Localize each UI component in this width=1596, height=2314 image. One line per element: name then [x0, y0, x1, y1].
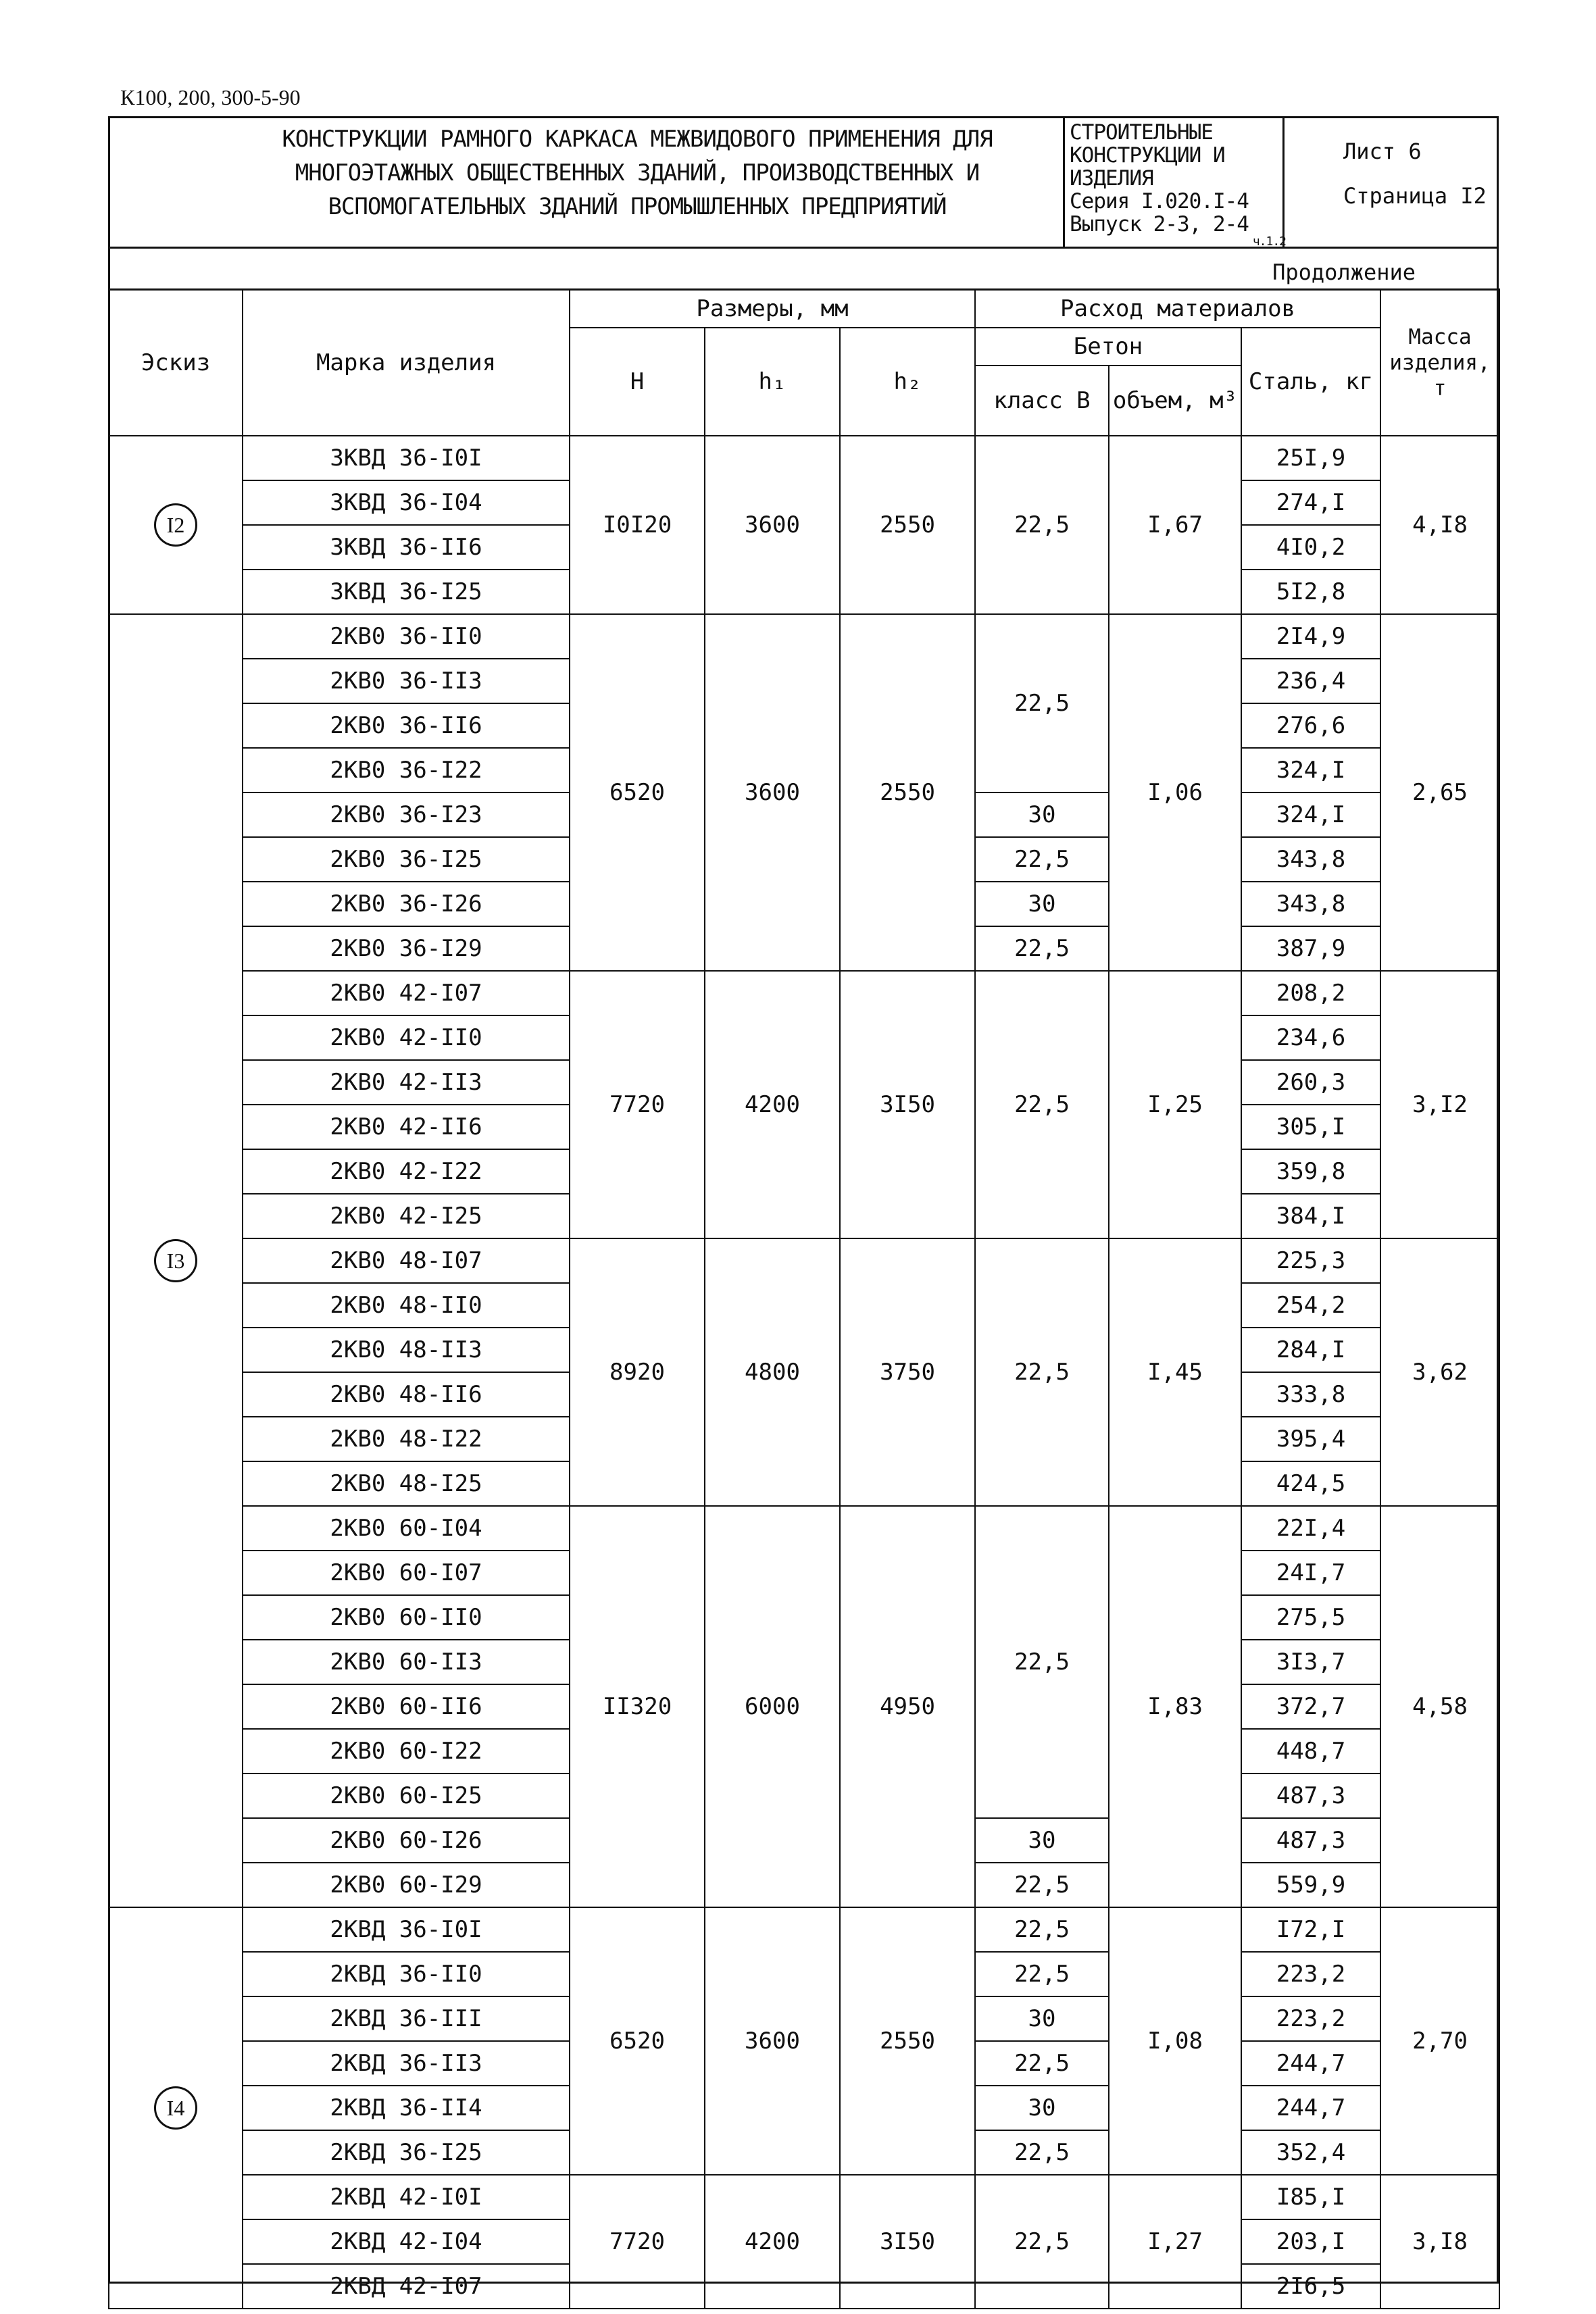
title-line: КОНСТРУКЦИИ РАМНОГО КАРКАСА МЕЖВИДОВОГО ПРИМЕНЕНИЯ ДЛЯ — [282, 126, 993, 153]
steel-cell: I72,I — [1241, 1907, 1380, 1952]
steel-cell: 223,2 — [1241, 1952, 1380, 1996]
volume-cell: I,06 — [1109, 614, 1241, 971]
steel-cell: 22I,4 — [1241, 1506, 1380, 1551]
col-mass: Масса изделия, т — [1380, 289, 1499, 436]
mark-cell: 3КВД 36-I04 — [243, 480, 570, 525]
mark-cell: 2КВ0 60-I29 — [243, 1863, 570, 1907]
steel-cell: 276,6 — [1241, 703, 1380, 748]
series-line: СТРОИТЕЛЬНЫЕ — [1070, 120, 1213, 145]
mark-cell: 2КВ0 42-I22 — [243, 1149, 570, 1194]
steel-cell: 254,2 — [1241, 1283, 1380, 1328]
document-code: К100, 200, 300-5-90 — [120, 85, 301, 109]
steel-cell: 203,I — [1241, 2219, 1380, 2264]
steel-cell: 352,4 — [1241, 2130, 1380, 2175]
steel-cell: 343,8 — [1241, 882, 1380, 926]
steel-cell: 559,9 — [1241, 1863, 1380, 1907]
sketch-number: I2 — [154, 503, 197, 547]
size-H-cell: 6520 — [570, 614, 705, 971]
sheet-info — [1303, 118, 1499, 248]
mass-cell: 4,I8 — [1380, 436, 1499, 614]
mark-cell: 2КВ0 48-II3 — [243, 1328, 570, 1372]
steel-cell: 244,7 — [1241, 2086, 1380, 2130]
class-cell: 22,5 — [975, 614, 1109, 793]
steel-cell: 359,8 — [1241, 1149, 1380, 1194]
size-h2-cell: 3750 — [840, 1238, 975, 1506]
sheet-number: Лист 6 — [1343, 139, 1422, 164]
series-line: КОНСТРУКЦИИ И — [1070, 143, 1225, 168]
table-row — [109, 971, 1499, 1015]
size-H-cell: II320 — [570, 1506, 705, 1907]
size-h2-cell: 2550 — [840, 436, 975, 614]
steel-cell: 208,2 — [1241, 971, 1380, 1015]
mark-cell: 2КВ0 36-I22 — [243, 748, 570, 793]
size-H-cell: 7720 — [570, 971, 705, 1238]
steel-cell: 223,2 — [1241, 1996, 1380, 2041]
table-row — [109, 614, 1499, 659]
mass-cell: 4,58 — [1380, 1506, 1499, 1907]
class-cell: 22,5 — [975, 1863, 1109, 1907]
mark-cell: 2КВ0 60-I04 — [243, 1506, 570, 1551]
mark-cell: 2КВД 42-I04 — [243, 2219, 570, 2264]
mark-cell: 2КВ0 60-II3 — [243, 1640, 570, 1684]
continuation-label: Продолжение — [1272, 259, 1416, 285]
mark-cell: 2КВ0 42-II6 — [243, 1105, 570, 1149]
mark-cell: 3КВД 36-II6 — [243, 525, 570, 570]
volume-cell: I,67 — [1109, 436, 1241, 614]
materials-table — [108, 288, 1500, 2309]
steel-cell: I85,I — [1241, 2175, 1380, 2219]
mark-cell: 2КВ0 36-I25 — [243, 837, 570, 882]
steel-cell: 284,I — [1241, 1328, 1380, 1372]
mark-cell: 3КВД 36-I0I — [243, 436, 570, 480]
sketch-cell — [109, 1907, 243, 2309]
class-cell: 22,5 — [975, 2175, 1109, 2309]
mark-cell: 2КВ0 60-I26 — [243, 1818, 570, 1863]
col-h1: h₁ — [705, 328, 840, 436]
size-h2-cell: 4950 — [840, 1506, 975, 1907]
mark-cell: 2КВД 42-I07 — [243, 2264, 570, 2309]
class-cell: 30 — [975, 2086, 1109, 2130]
mark-cell: 2КВ0 48-I22 — [243, 1417, 570, 1461]
class-cell: 22,5 — [975, 1506, 1109, 1818]
mass-cell: 2,70 — [1380, 1907, 1499, 2175]
mark-cell: 2КВ0 36-I26 — [243, 882, 570, 926]
title-line: ВСПОМОГАТЕЛЬНЫХ ЗДАНИЙ ПРОМЫШЛЕННЫХ ПРЕДПРИЯТИЙ — [328, 193, 947, 220]
volume-cell: I,45 — [1109, 1238, 1241, 1506]
series-line: ч.1.2 — [1252, 234, 1286, 249]
series-line: Выпуск 2-3, 2-4 — [1070, 212, 1249, 236]
size-h2-cell: 3I50 — [840, 971, 975, 1238]
col-H: Н — [570, 328, 705, 436]
mark-cell: 3КВД 36-I25 — [243, 570, 570, 614]
class-cell: 22,5 — [975, 1907, 1109, 1952]
volume-cell: I,83 — [1109, 1506, 1241, 1907]
col-class: класс В — [975, 366, 1109, 436]
steel-cell: 324,I — [1241, 793, 1380, 837]
steel-cell: 2I6,5 — [1241, 2264, 1380, 2309]
mark-cell: 2КВ0 36-I29 — [243, 926, 570, 971]
continuation-strip — [110, 249, 1497, 291]
size-H-cell: 8920 — [570, 1238, 705, 1506]
steel-cell: 244,7 — [1241, 2041, 1380, 2086]
col-materials: Расход материалов — [975, 289, 1380, 328]
mark-cell: 2КВ0 60-II0 — [243, 1595, 570, 1640]
mark-cell: 2КВ0 36-II6 — [243, 703, 570, 748]
steel-cell: 234,6 — [1241, 1015, 1380, 1060]
col-sizes: Размеры, мм — [570, 289, 975, 328]
size-H-cell: 6520 — [570, 1907, 705, 2175]
class-cell: 22,5 — [975, 971, 1109, 1238]
class-cell: 30 — [975, 1996, 1109, 2041]
steel-cell: 395,4 — [1241, 1417, 1380, 1461]
table-body — [109, 436, 1499, 2309]
size-H-cell: 7720 — [570, 2175, 705, 2309]
mark-cell: 2КВД 36-II3 — [243, 2041, 570, 2086]
class-cell: 22,5 — [975, 2130, 1109, 2175]
steel-cell: 4I0,2 — [1241, 525, 1380, 570]
title-block — [108, 116, 1499, 249]
size-h1-cell: 4200 — [705, 2175, 840, 2309]
mark-cell: 2КВД 36-III — [243, 1996, 570, 2041]
mark-cell: 2КВ0 48-II0 — [243, 1283, 570, 1328]
steel-cell: 324,I — [1241, 748, 1380, 793]
steel-cell: 225,3 — [1241, 1238, 1380, 1283]
mark-cell: 2КВ0 60-II6 — [243, 1684, 570, 1729]
mark-cell: 2КВ0 36-II3 — [243, 659, 570, 703]
mark-cell: 2КВ0 48-II6 — [243, 1372, 570, 1417]
mark-cell: 2КВ0 60-I22 — [243, 1729, 570, 1774]
col-concrete: Бетон — [975, 328, 1241, 366]
mark-cell: 2КВД 36-I0I — [243, 1907, 570, 1952]
table-row — [109, 2175, 1499, 2219]
table-row — [109, 436, 1499, 480]
volume-cell: I,27 — [1109, 2175, 1241, 2309]
mark-cell: 2КВ0 42-II0 — [243, 1015, 570, 1060]
size-h1-cell: 3600 — [705, 614, 840, 971]
steel-cell: 260,3 — [1241, 1060, 1380, 1105]
mark-cell: 2КВ0 42-I07 — [243, 971, 570, 1015]
steel-cell: 448,7 — [1241, 1729, 1380, 1774]
size-h2-cell: 3I50 — [840, 2175, 975, 2309]
size-h1-cell: 3600 — [705, 436, 840, 614]
steel-cell: 424,5 — [1241, 1461, 1380, 1506]
volume-cell: I,08 — [1109, 1907, 1241, 2175]
steel-cell: 333,8 — [1241, 1372, 1380, 1417]
class-cell: 22,5 — [975, 436, 1109, 614]
steel-cell: 274,I — [1241, 480, 1380, 525]
class-cell: 30 — [975, 793, 1109, 837]
col-volume: объем, м³ — [1109, 366, 1241, 436]
size-h1-cell: 4800 — [705, 1238, 840, 1506]
title-line: МНОГОЭТАЖНЫХ ОБЩЕСТВЕННЫХ ЗДАНИЙ, ПРОИЗВОДСТВЕННЫХ И — [295, 159, 980, 186]
mark-cell: 2КВ0 42-II3 — [243, 1060, 570, 1105]
document-title — [137, 122, 1137, 224]
steel-cell: 343,8 — [1241, 837, 1380, 882]
col-steel: Сталь, кг — [1241, 328, 1380, 436]
mark-cell: 2КВ0 42-I25 — [243, 1194, 570, 1238]
steel-cell: 384,I — [1241, 1194, 1380, 1238]
mass-cell: 2,65 — [1380, 614, 1499, 971]
class-cell: 30 — [975, 882, 1109, 926]
size-h1-cell: 3600 — [705, 1907, 840, 2175]
mark-cell: 2КВ0 36-II0 — [243, 614, 570, 659]
page-number: Страница I2 — [1343, 183, 1487, 209]
size-h1-cell: 6000 — [705, 1506, 840, 1907]
mark-cell: 2КВ0 60-I25 — [243, 1774, 570, 1818]
size-h1-cell: 4200 — [705, 971, 840, 1238]
table-row — [109, 1238, 1499, 1283]
class-cell: 22,5 — [975, 1952, 1109, 1996]
steel-cell: 372,7 — [1241, 1684, 1380, 1729]
steel-cell: 305,I — [1241, 1105, 1380, 1149]
sketch-number: I4 — [154, 2086, 197, 2130]
steel-cell: 25I,9 — [1241, 436, 1380, 480]
size-H-cell: I0I20 — [570, 436, 705, 614]
col-h2: h₂ — [840, 328, 975, 436]
mark-cell: 2КВД 36-II4 — [243, 2086, 570, 2130]
mark-cell: 2КВД 42-I0I — [243, 2175, 570, 2219]
steel-cell: 236,4 — [1241, 659, 1380, 703]
mark-cell: 2КВ0 48-I07 — [243, 1238, 570, 1283]
steel-cell: 275,5 — [1241, 1595, 1380, 1640]
sketch-number: I3 — [154, 1239, 197, 1282]
mark-cell: 2КВ0 48-I25 — [243, 1461, 570, 1506]
sketch-cell — [109, 614, 243, 1907]
mark-cell: 2КВД 36-II0 — [243, 1952, 570, 1996]
col-mark: Марка изделия — [243, 289, 570, 436]
mark-cell: 2КВ0 60-I07 — [243, 1551, 570, 1595]
mark-cell: 2КВД 36-I25 — [243, 2130, 570, 2175]
steel-cell: 3I3,7 — [1241, 1640, 1380, 1684]
steel-cell: 2I4,9 — [1241, 614, 1380, 659]
size-h2-cell: 2550 — [840, 614, 975, 971]
size-h2-cell: 2550 — [840, 1907, 975, 2175]
class-cell: 22,5 — [975, 2041, 1109, 2086]
mass-cell: 3,62 — [1380, 1238, 1499, 1506]
mass-cell: 3,I2 — [1380, 971, 1499, 1238]
class-cell: 22,5 — [975, 837, 1109, 882]
steel-cell: 487,3 — [1241, 1818, 1380, 1863]
series-line: Серия I.020.I-4 — [1070, 189, 1249, 213]
series-line: ИЗДЕЛИЯ — [1070, 166, 1153, 191]
table-row — [109, 1907, 1499, 1952]
steel-cell: 487,3 — [1241, 1774, 1380, 1818]
volume-cell: I,25 — [1109, 971, 1241, 1238]
steel-cell: 24I,7 — [1241, 1551, 1380, 1595]
table-row — [109, 1506, 1499, 1551]
class-cell: 22,5 — [975, 926, 1109, 971]
col-sketch: Эскиз — [109, 289, 243, 436]
mark-cell: 2КВ0 36-I23 — [243, 793, 570, 837]
mass-cell: 3,I8 — [1380, 2175, 1499, 2309]
steel-cell: 5I2,8 — [1241, 570, 1380, 614]
class-cell: 30 — [975, 1818, 1109, 1863]
steel-cell: 387,9 — [1241, 926, 1380, 971]
sketch-cell — [109, 436, 243, 614]
class-cell: 22,5 — [975, 1238, 1109, 1506]
